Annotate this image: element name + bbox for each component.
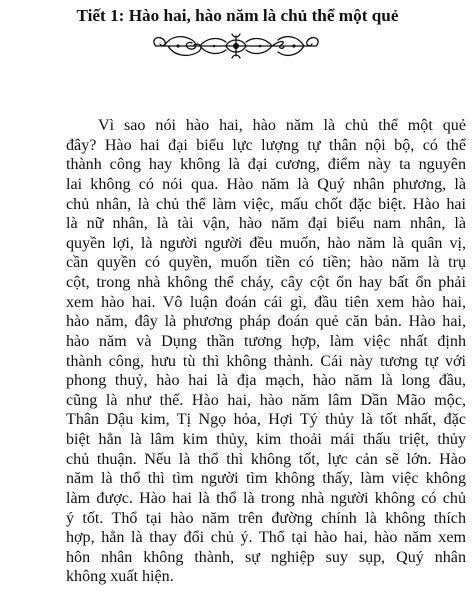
- text-line: Thân Dậu kim, Tị Ngọ hỏa, Hợi Tý thủy là tốt nhất, đặc: [66, 411, 466, 429]
- text-line: cần quyền có quyền, muốn tiền có tiền; hào năm là trụ: [66, 254, 466, 272]
- text-line: Vì sao nói hào hai, hào năm là chủ thể một quẻ: [98, 117, 466, 134]
- text-line: quyền lợi, là người người đều muốn, hào năm là quân vị,: [66, 234, 466, 252]
- text-line: xem hào hai. Vô luận đoán cái gì, đầu tiên xem hào hai,: [66, 293, 466, 311]
- text-line: làm được. Hào hai là thổ là trong nhà người không có chủ: [66, 489, 466, 507]
- text-line: phong thuỷ, hào hai là địa mạch, hào năm là long đầu,: [66, 372, 466, 390]
- body-text: [66, 116, 466, 587]
- text-line: năm là thổ thì tìm người tìm không thấy, làm việc không: [66, 470, 466, 488]
- ornament-divider-icon: [148, 30, 324, 62]
- text-line: biệt hẳn là lâm kim thủy, kim thoải mái thấu triệt, thủy: [66, 431, 466, 448]
- text-line: hợp, hẳn là thay đổi chủ ý. Thổ tại hào hai, hào năm xem: [66, 529, 466, 547]
- section-title: Tiết 1: Hào hai, hào năm là chủ thể một quẻ: [76, 6, 399, 25]
- text-line: chủ nhân, là chủ thể làm việc, mấu chốt đặc biệt. Hào hai: [66, 195, 466, 213]
- text-line: thành công, hưu tù thì không thành. Cái này tương tự với: [66, 352, 466, 370]
- text-line: hào năm và Dụng thần tương hợp, làm việc nhất định: [66, 332, 466, 350]
- text-line: hào năm, đây là phương pháp đoán quẻ căn bản. Hào hai,: [66, 313, 466, 331]
- text-line: lai không có nói qua. Hào năm là Quý nhân phương, là: [66, 175, 466, 193]
- text-line: hôn nhân không thành, sự nghiệp suy sụp, Quý nhân: [66, 548, 466, 566]
- text-line: chủ thuận. Nếu là thổ thì không tốt, lực cản sẽ lớn. Hào: [66, 450, 466, 468]
- text-line: không xuất hiện.: [66, 568, 174, 586]
- text-line: cột, trong nhà không thể cháy, cây cột ổn hay bất ổn phải: [66, 274, 466, 291]
- text-line: là nữ nhân, là tài vận, hào năm đại biểu nam nhân, là: [66, 215, 466, 233]
- text-line: cũng là như thế. Hào hai, hào năm lâm Dần Mão mộc,: [66, 391, 466, 409]
- text-line: đây? Hào hai đại biểu lực lượng tự thân nội bộ, có thể: [66, 136, 466, 154]
- text-line: ý tốt. Thổ tại hào năm trên đường chính là không thích: [66, 509, 466, 527]
- text-line: thành công hay không là đại cương, điểm này ta nguyên: [66, 156, 466, 174]
